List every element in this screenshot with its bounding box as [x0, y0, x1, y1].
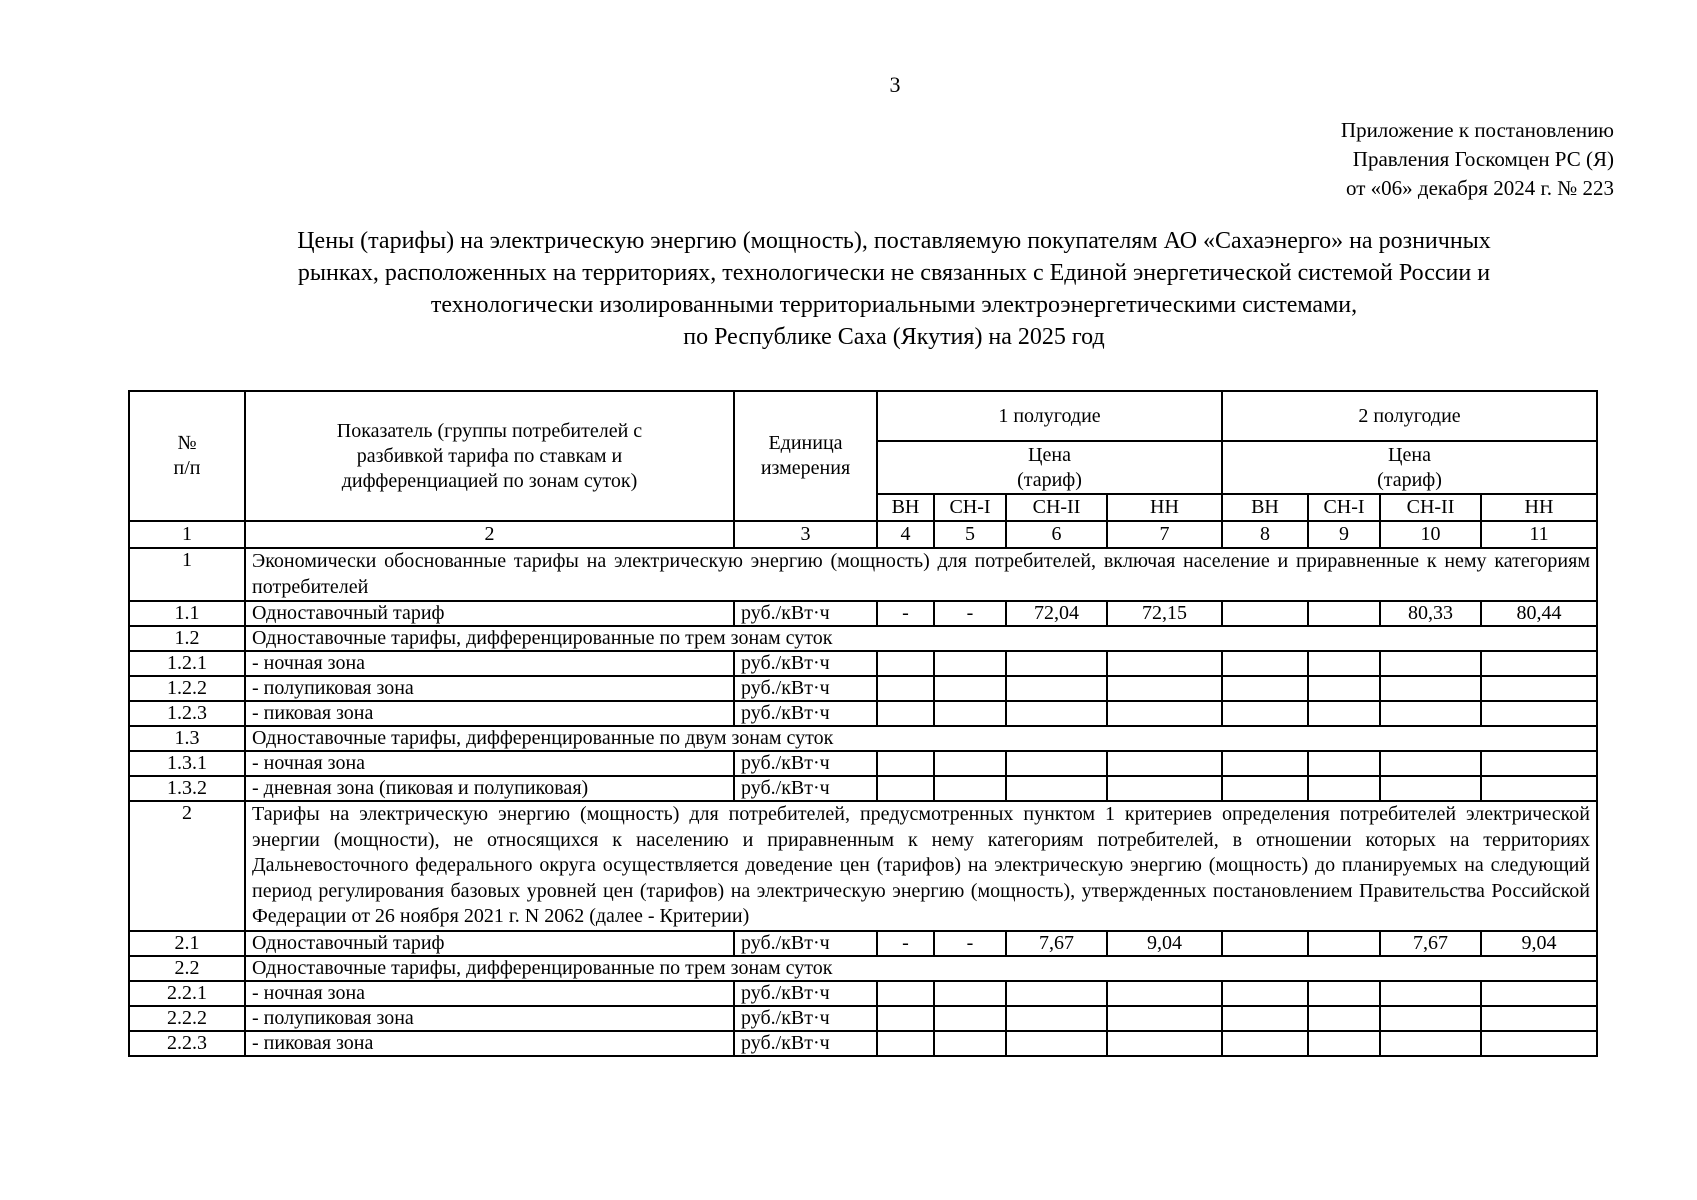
row-number: 1.3: [129, 726, 245, 751]
value-cell: [1481, 981, 1597, 1006]
value-cell: [1006, 751, 1107, 776]
row-indicator: Одноставочный тариф: [245, 601, 734, 626]
value-cell: [934, 1006, 1006, 1031]
header-level: НН: [1481, 494, 1597, 521]
table-row: [129, 751, 1597, 776]
value-cell: -: [877, 931, 934, 956]
row-unit: руб./кВт·ч: [734, 1031, 877, 1056]
section-row: [129, 801, 1597, 931]
column-number: 1: [129, 521, 245, 548]
row-number: 1.2.3: [129, 701, 245, 726]
column-number: 11: [1481, 521, 1597, 548]
value-cell: [1380, 776, 1481, 801]
value-cell: [1107, 676, 1222, 701]
value-cell: [1481, 751, 1597, 776]
value-cell: [877, 776, 934, 801]
value-cell: [1222, 1006, 1308, 1031]
value-cell: [1481, 651, 1597, 676]
row-indicator: - ночная зона: [245, 981, 734, 1006]
section-row: [129, 548, 1597, 601]
page-number: 3: [889, 72, 901, 97]
value-cell: 72,04: [1006, 601, 1107, 626]
header-number: № п/п: [129, 391, 245, 521]
value-cell: [1107, 981, 1222, 1006]
header-level: ВН: [877, 494, 934, 521]
row-number: 1.3.2: [129, 776, 245, 801]
value-cell: -: [877, 601, 934, 626]
header-indicator: Показатель (группы потребителей с разбивкой тарифа по ставкам и дифференциацией по зонам суток): [245, 391, 734, 521]
value-cell: [1308, 701, 1380, 726]
value-cell: [934, 676, 1006, 701]
value-cell: [1380, 981, 1481, 1006]
value-cell: [1222, 701, 1308, 726]
row-unit: руб./кВт·ч: [734, 981, 877, 1006]
row-unit: руб./кВт·ч: [734, 701, 877, 726]
value-cell: [1481, 676, 1597, 701]
value-cell: [1107, 776, 1222, 801]
title-line: технологически изолированными территориальными электроэнергетическими системами,: [430, 292, 1358, 318]
value-cell: [1107, 1006, 1222, 1031]
value-cell: 80,44: [1481, 601, 1597, 626]
value-cell: -: [934, 601, 1006, 626]
title-line: по Республике Саха (Якутия) на 2025 год: [683, 324, 1105, 350]
value-cell: [877, 701, 934, 726]
row-number: 2.1: [129, 931, 245, 956]
value-cell: [1308, 1006, 1380, 1031]
row-indicator: - полупиковая зона: [245, 1006, 734, 1031]
header-level: СН-I: [934, 494, 1006, 521]
value-cell: 9,04: [1107, 931, 1222, 956]
table-body: [129, 548, 1597, 1056]
value-cell: [1308, 981, 1380, 1006]
value-cell: [1107, 701, 1222, 726]
appendix-line: Правления Госкомцен РС (Я): [1352, 147, 1614, 171]
value-cell: [877, 751, 934, 776]
value-cell: [934, 1031, 1006, 1056]
table-row: [129, 981, 1597, 1006]
value-cell: 72,15: [1107, 601, 1222, 626]
value-cell: [1107, 1031, 1222, 1056]
value-cell: [877, 651, 934, 676]
value-cell: [1222, 751, 1308, 776]
column-number: 6: [1006, 521, 1107, 548]
appendix-reference: [1341, 116, 1614, 203]
row-unit: руб./кВт·ч: [734, 601, 877, 626]
document-title: [128, 225, 1660, 353]
header-price-2: Цена (тариф): [1222, 441, 1597, 494]
table-row: [129, 676, 1597, 701]
header-level: НН: [1107, 494, 1222, 521]
value-cell: [1222, 676, 1308, 701]
subsection-row: [129, 626, 1597, 651]
row-indicator: - ночная зона: [245, 751, 734, 776]
value-cell: [1006, 651, 1107, 676]
value-cell: [1380, 1031, 1481, 1056]
value-cell: -: [934, 931, 1006, 956]
value-cell: [1380, 676, 1481, 701]
value-cell: [1380, 701, 1481, 726]
row-indicator: - пиковая зона: [245, 1031, 734, 1056]
subsection-title: Одноставочные тарифы, дифференцированные по двум зонам суток: [245, 726, 1597, 751]
value-cell: [1006, 676, 1107, 701]
value-cell: [934, 701, 1006, 726]
table-row: [129, 776, 1597, 801]
header-half-1: 1 полугодие: [877, 391, 1222, 441]
row-number: 1: [129, 548, 245, 601]
value-cell: [1481, 701, 1597, 726]
value-cell: [1222, 981, 1308, 1006]
value-cell: [1481, 1031, 1597, 1056]
column-number: 9: [1308, 521, 1380, 548]
header-level: СН-I: [1308, 494, 1380, 521]
subsection-row: [129, 956, 1597, 981]
value-cell: [1222, 1031, 1308, 1056]
value-cell: [877, 1006, 934, 1031]
row-unit: руб./кВт·ч: [734, 1006, 877, 1031]
value-cell: [1481, 776, 1597, 801]
value-cell: [1308, 651, 1380, 676]
row-indicator: - ночная зона: [245, 651, 734, 676]
row-number: 1.2.2: [129, 676, 245, 701]
row-number: 1.1: [129, 601, 245, 626]
value-cell: [1380, 1006, 1481, 1031]
column-number: 10: [1380, 521, 1481, 548]
value-cell: [934, 751, 1006, 776]
header-level: СН-II: [1380, 494, 1481, 521]
table-header: [129, 391, 1597, 548]
value-cell: 7,67: [1380, 931, 1481, 956]
appendix-line: Приложение к постановлению: [1340, 118, 1614, 142]
value-cell: [1107, 751, 1222, 776]
value-cell: [1222, 651, 1308, 676]
header-unit: Единица измерения: [734, 391, 877, 521]
column-number: 7: [1107, 521, 1222, 548]
value-cell: [1006, 776, 1107, 801]
value-cell: [1107, 651, 1222, 676]
value-cell: 7,67: [1006, 931, 1107, 956]
value-cell: [1308, 931, 1380, 956]
row-unit: руб./кВт·ч: [734, 776, 877, 801]
value-cell: [934, 651, 1006, 676]
header-half-2: 2 полугодие: [1222, 391, 1597, 441]
table-row: [129, 931, 1597, 956]
row-indicator: Одноставочный тариф: [245, 931, 734, 956]
value-cell: 80,33: [1380, 601, 1481, 626]
value-cell: [1308, 601, 1380, 626]
value-cell: [934, 776, 1006, 801]
row-number: 2.2.3: [129, 1031, 245, 1056]
section-title: Экономически обоснованные тарифы на электрическую энергию (мощность) для потребителей, включая население и приравненные к нему категориям потребителей: [245, 548, 1597, 601]
title-line: рынках, расположенных на территориях, технологически не связанных с Единой энергетической системой России и: [297, 260, 1491, 286]
column-number: 8: [1222, 521, 1308, 548]
value-cell: 9,04: [1481, 931, 1597, 956]
row-number: 2.2: [129, 956, 245, 981]
value-cell: [1308, 751, 1380, 776]
row-indicator: - полупиковая зона: [245, 676, 734, 701]
row-indicator: - пиковая зона: [245, 701, 734, 726]
row-indicator: - дневная зона (пиковая и полупиковая): [245, 776, 734, 801]
value-cell: [1481, 1006, 1597, 1031]
value-cell: [1222, 601, 1308, 626]
value-cell: [1308, 1031, 1380, 1056]
appendix-line: от «06» декабря 2024 г. № 223: [1346, 176, 1614, 200]
row-number: 1.2: [129, 626, 245, 651]
value-cell: [1308, 676, 1380, 701]
value-cell: [877, 676, 934, 701]
table-row: [129, 701, 1597, 726]
value-cell: [1380, 651, 1481, 676]
row-number: 1.3.1: [129, 751, 245, 776]
row-number: 2.2.1: [129, 981, 245, 1006]
table-row: [129, 1031, 1597, 1056]
value-cell: [934, 981, 1006, 1006]
row-number: 1.2.1: [129, 651, 245, 676]
header-level: ВН: [1222, 494, 1308, 521]
value-cell: [877, 981, 934, 1006]
table-row: [129, 601, 1597, 626]
title-line: Цены (тарифы) на электрическую энергию (мощность), поставляемую покупателям АО «Сахаэнерго» на розничных: [297, 228, 1491, 254]
value-cell: [1308, 776, 1380, 801]
row-unit: руб./кВт·ч: [734, 931, 877, 956]
column-number: 4: [877, 521, 934, 548]
value-cell: [1006, 1006, 1107, 1031]
row-unit: руб./кВт·ч: [734, 651, 877, 676]
row-number: 2.2.2: [129, 1006, 245, 1031]
value-cell: [1380, 751, 1481, 776]
value-cell: [1006, 701, 1107, 726]
value-cell: [1222, 776, 1308, 801]
subsection-row: [129, 726, 1597, 751]
value-cell: [1006, 1031, 1107, 1056]
table-row: [129, 1006, 1597, 1031]
row-unit: руб./кВт·ч: [734, 676, 877, 701]
value-cell: [1222, 931, 1308, 956]
section-title: Тарифы на электрическую энергию (мощность) для потребителей, предусмотренных пунктом 1 критериев определения потребителей электрической энергии (мощности), не относящихся к населению и приравненным к нему категориям потребителей, в отношении которых на территориях Дальневосточного федерального округа осуществляется доведение цен (тарифов) на электрическую энергию (мощность) до планируемых на следующий период регулирования базовых уровней цен (тарифов) на электрическую энергию (мощность), утвержденных постановлением Правительства Российской Федерации от 26 ноября 2021 г. N 2062 (далее - Критерии): [245, 801, 1597, 931]
column-number: 5: [934, 521, 1006, 548]
row-number: 2: [129, 801, 245, 931]
tariff-table: [128, 390, 1598, 1057]
subsection-title: Одноставочные тарифы, дифференцированные по трем зонам суток: [245, 956, 1597, 981]
row-unit: руб./кВт·ч: [734, 751, 877, 776]
subsection-title: Одноставочные тарифы, дифференцированные по трем зонам суток: [245, 626, 1597, 651]
value-cell: [1006, 981, 1107, 1006]
header-level: СН-II: [1006, 494, 1107, 521]
column-number: 2: [245, 521, 734, 548]
header-price-1: Цена (тариф): [877, 441, 1222, 494]
value-cell: [877, 1031, 934, 1056]
column-number: 3: [734, 521, 877, 548]
table-row: [129, 651, 1597, 676]
